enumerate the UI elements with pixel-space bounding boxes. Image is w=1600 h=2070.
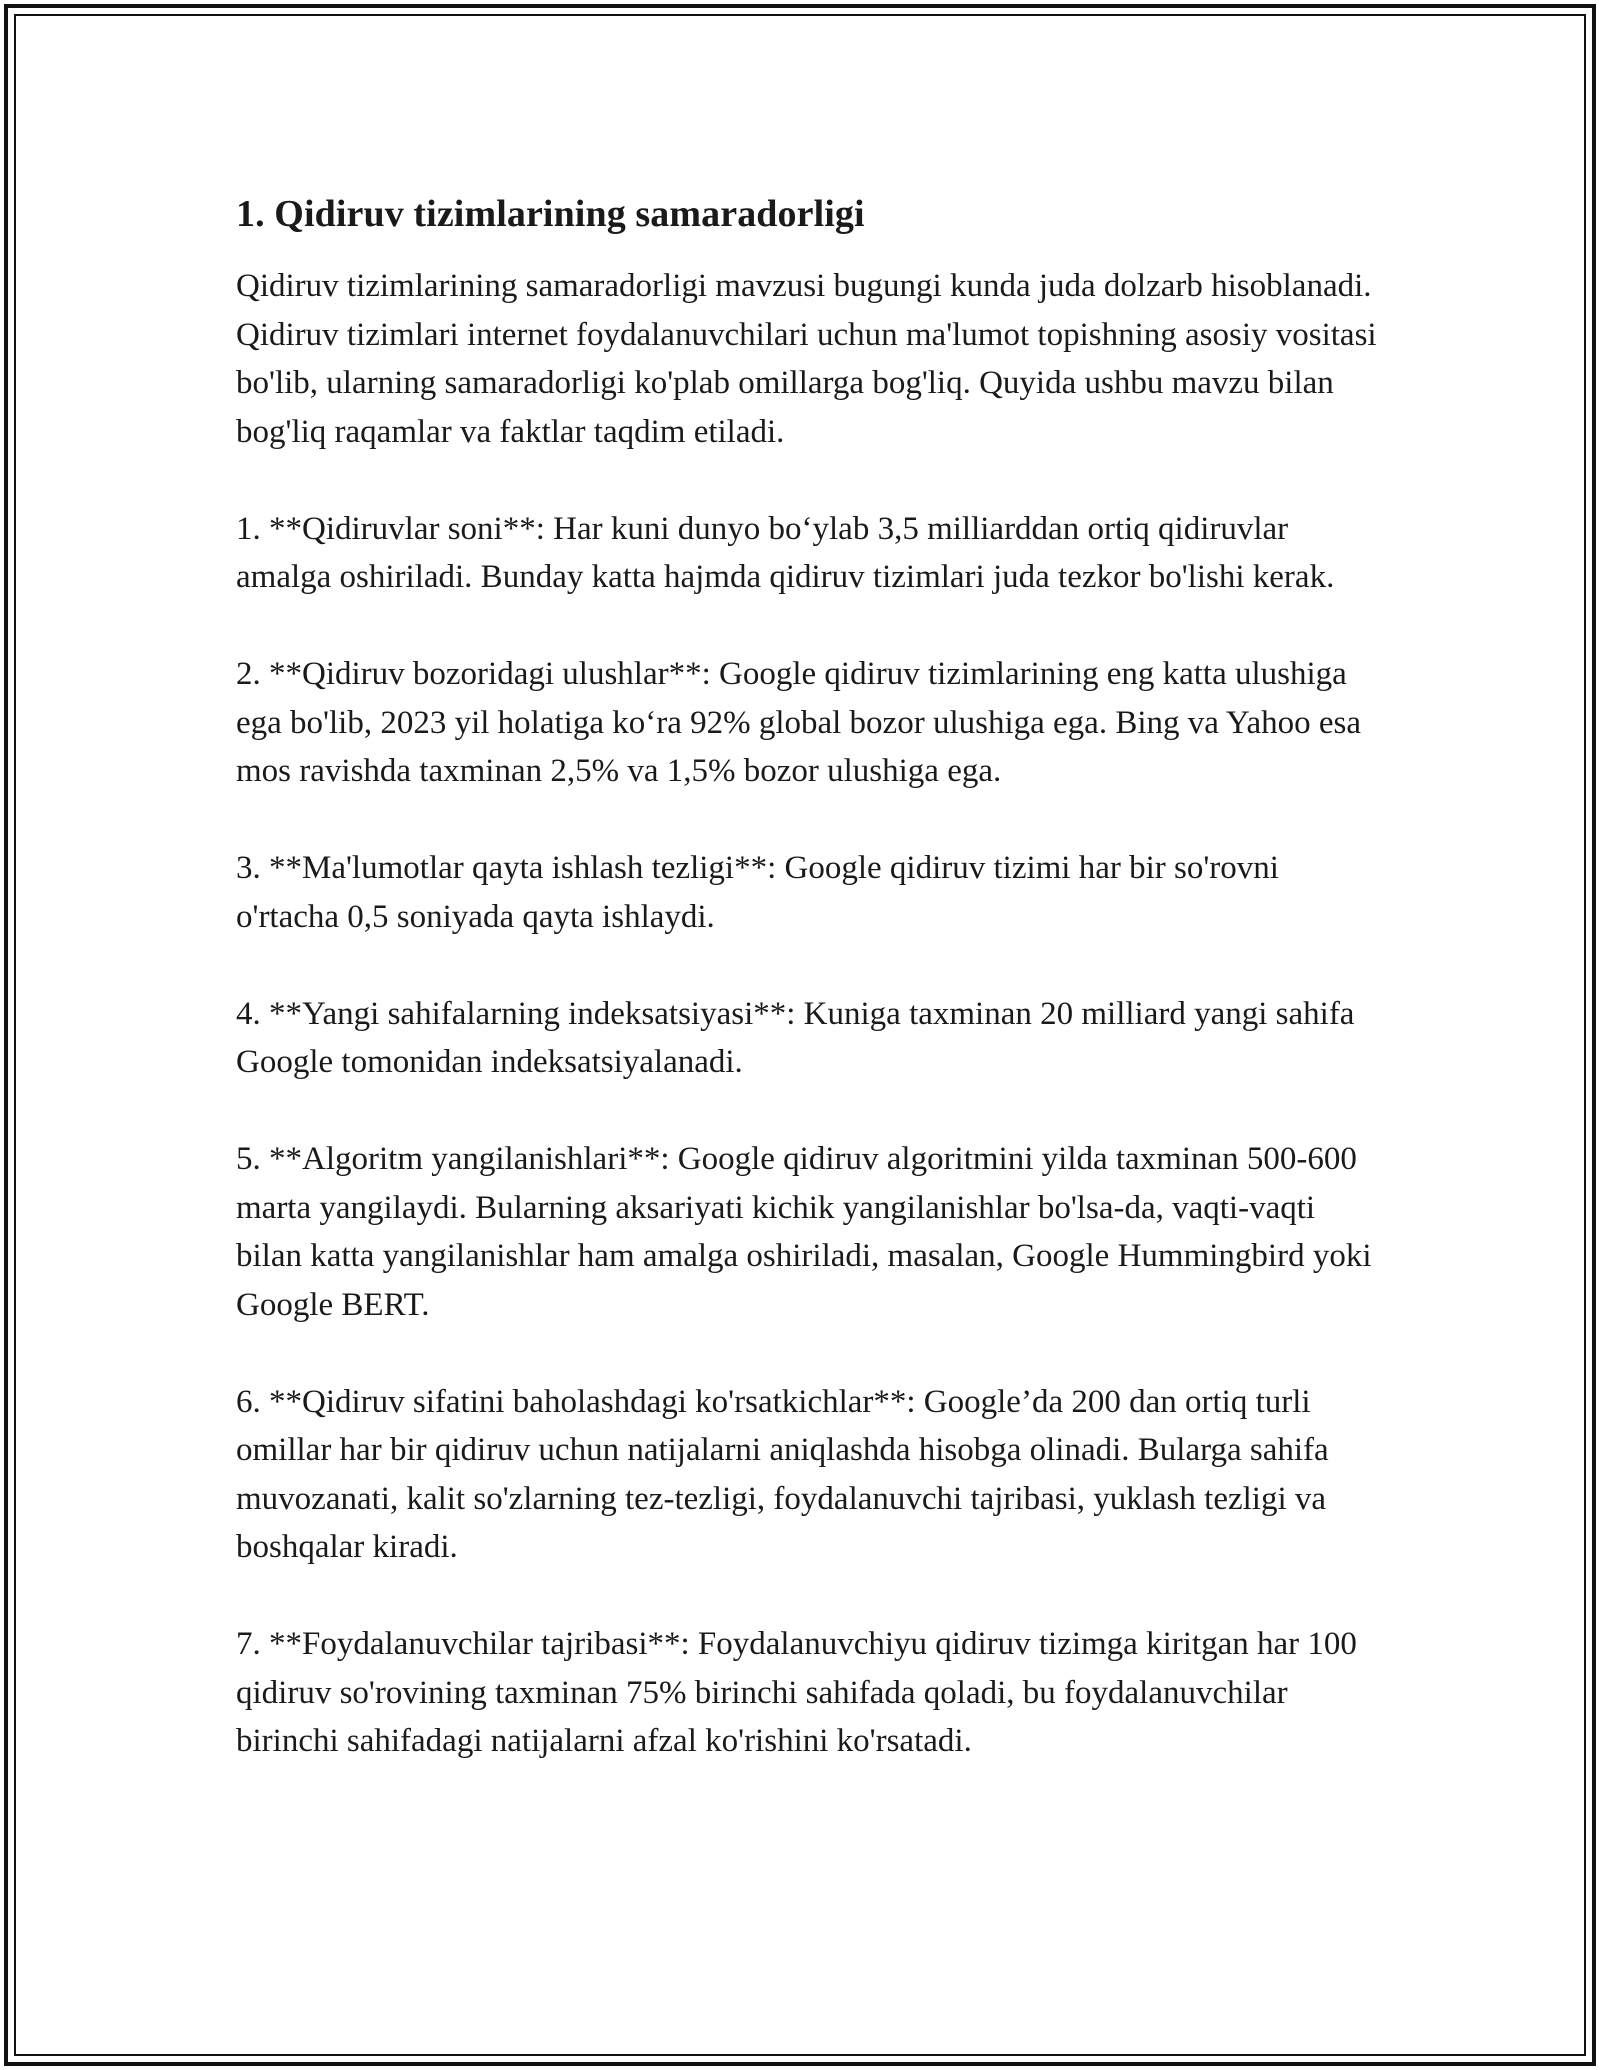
intro-paragraph: Qidiruv tizimlarining samaradorligi mavzusi bugungi kunda juda dolzarb hisoblanadi. Qidiruv tizimlari internet foydalanuvchilari uchun ma'lumot topishning asosiy vositasi bo'lib, ularning samaradorligi ko'plab omillarga bog'liq. Quyida ushbu mavzu bilan bog'liq raqamlar va faktlar taqdim etiladi.	[236, 268, 1377, 450]
list-item-7: 7. **Foydalanuvchilar tajribasi**: Foydalanuvchiyu qidiruv tizimga kiritgan har 100 qidiruv so'rovining taxminan 75% birinchi sahifada qoladi, bu foydalanuvchilar birinchi sahifadagi natijalarni afzal ko'rishini ko'rsatadi.	[236, 1626, 1357, 1759]
list-item-6: 6. **Qidiruv sifatini baholashdagi ko'rsatkichlar**: Google’da 200 dan ortiq turli omillar har bir qidiruv uchun natijalarni aniqlashda hisobga olinadi. Bularga sahifa muvozanati, kalit so'zlarning tez-tezligi, foydalanuvchi tajribasi, yuklash tezligi va boshqalar kiradi.	[236, 1383, 1329, 1565]
document-body	[236, 190, 1386, 1766]
list-item-3: 3. **Ma'lumotlar qayta ishlash tezligi**: Google qidiruv tizimi har bir so'rovni o'rtacha 0,5 soniyada qayta ishlaydi.	[236, 850, 1279, 935]
list-item-1: 1. **Qidiruvlar soni**: Har kuni dunyo bo‘ylab 3,5 milliarddan ortiq qidiruvlar amalga oshiriladi. Bunday katta hajmda qidiruv tizimlari juda tezkor bo'lishi kerak.	[236, 510, 1335, 595]
document-title: 1. Qidiruv tizimlarining samaradorligi	[236, 193, 865, 235]
list-item-5: 5. **Algoritm yangilanishlari**: Google qidiruv algoritmini yilda taxminan 500-600 marta yangilaydi. Bularning aksariyati kichik yangilanishlar bo'lsa-da, vaqti-vaqti bilan katta yangilanishlar ham amalga oshiriladi, masalan, Google Hummingbird yoki Google BERT.	[236, 1141, 1372, 1323]
list-item-4: 4. **Yangi sahifalarning indeksatsiyasi**: Kuniga taxminan 20 milliard yangi sahifa Google tomonidan indeksatsiyalanadi.	[236, 995, 1355, 1080]
list-item-2: 2. **Qidiruv bozoridagi ulushlar**: Google qidiruv tizimlarining eng katta ulushiga ega bo'lib, 2023 yil holatiga ko‘ra 92% global bozor ulushiga ega. Bing va Yahoo esa mos ravishda taxminan 2,5% va 1,5% bozor ulushiga ega.	[236, 656, 1361, 789]
